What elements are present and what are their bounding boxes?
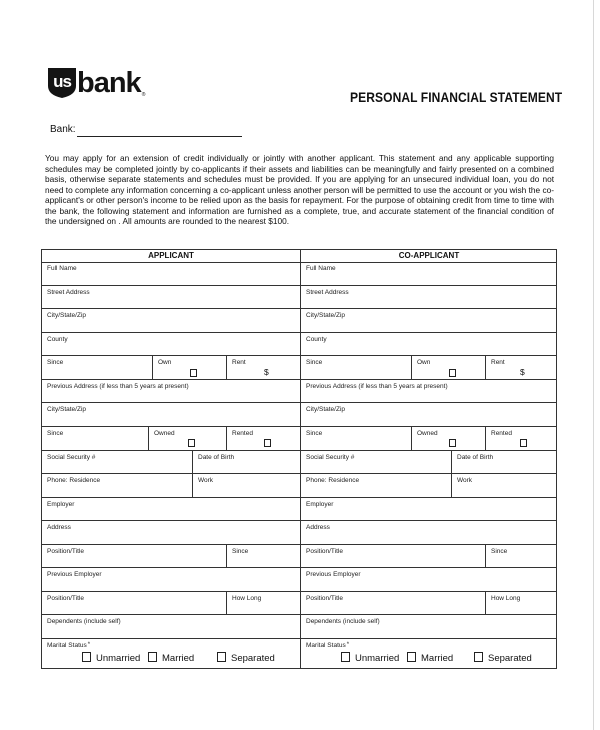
own-cell xyxy=(152,356,226,379)
dob-cell[interactable] xyxy=(192,451,300,473)
applicant-residence-row xyxy=(42,356,300,380)
owned-checkbox[interactable] xyxy=(188,439,195,447)
applicant-prev-position-row xyxy=(42,592,300,615)
how-long-label: How Long xyxy=(232,595,262,602)
separated-label: Separated xyxy=(488,653,532,664)
previous-address-label: Previous Address (if less than 5 years at present) xyxy=(47,383,189,390)
rented-cell xyxy=(485,427,557,450)
co-prev-residence-row xyxy=(301,427,557,451)
how-long-cell[interactable] xyxy=(485,592,557,614)
applicant-phone-row xyxy=(42,474,300,498)
co-applicant-column xyxy=(300,250,557,668)
applicant-position-row xyxy=(42,545,300,568)
ssn-label: Social Security # xyxy=(47,454,96,461)
phone-residence-label: Phone: Residence xyxy=(47,477,101,484)
previous-employer-label: Previous Employer xyxy=(47,571,102,578)
co-position-row xyxy=(301,545,557,568)
co-prev-city-row[interactable] xyxy=(301,403,557,427)
unmarried-label: Unmarried xyxy=(96,653,141,664)
applicant-prev-residence-row xyxy=(42,427,300,451)
rented-cell xyxy=(226,427,300,450)
position-title-label: Position/Title xyxy=(47,595,84,602)
co-residence-row xyxy=(301,356,557,380)
shield-icon xyxy=(47,66,77,98)
city-state-zip-label: City/State/Zip xyxy=(306,312,346,319)
since-label: Since xyxy=(306,359,323,366)
rented-label: Rented xyxy=(232,430,253,437)
position-title-label: Position/Title xyxy=(47,548,84,555)
co-street-row[interactable] xyxy=(301,286,557,309)
co-employer-row[interactable] xyxy=(301,498,557,521)
full-name-label: Full Name xyxy=(47,265,77,272)
applicant-full-name-row[interactable] xyxy=(42,262,300,286)
applicant-previous-employer-row[interactable] xyxy=(42,568,300,592)
applicant-ssn-row xyxy=(42,451,300,474)
work-phone-cell[interactable] xyxy=(192,474,300,497)
city-state-zip-label: City/State/Zip xyxy=(306,406,346,413)
employer-label: Employer xyxy=(47,501,75,508)
co-full-name-row[interactable] xyxy=(301,262,557,286)
co-previous-address-row[interactable] xyxy=(301,380,557,403)
county-label: County xyxy=(306,336,327,343)
how-long-cell[interactable] xyxy=(226,592,300,614)
how-long-label: How Long xyxy=(491,595,521,602)
rent-cell[interactable] xyxy=(226,356,300,379)
page-edge xyxy=(593,0,594,730)
dependents-label: Dependents (include self) xyxy=(306,618,380,625)
co-marital-row xyxy=(301,639,557,668)
separated-checkbox[interactable] xyxy=(474,652,483,662)
co-phone-row xyxy=(301,474,557,498)
co-employer-address-row[interactable] xyxy=(301,521,557,545)
city-state-zip-label: City/State/Zip xyxy=(47,312,87,319)
co-prev-position-row xyxy=(301,592,557,615)
since-label: Since xyxy=(232,548,249,555)
work-label: Work xyxy=(457,477,473,484)
married-label: Married xyxy=(421,653,454,664)
full-name-label: Full Name xyxy=(306,265,336,272)
page-title: PERSONAL FINANCIAL STATEMENT xyxy=(350,89,563,105)
co-ssn-row xyxy=(301,451,557,474)
logo-us-text: us xyxy=(53,72,71,91)
applicant-city-row[interactable] xyxy=(42,309,300,333)
unmarried-checkbox[interactable] xyxy=(341,652,350,662)
work-label: Work xyxy=(198,477,214,484)
own-label: Own xyxy=(417,359,431,366)
co-applicant-header: CO-APPLICANT xyxy=(301,250,557,263)
dob-label: Date of Birth xyxy=(198,454,235,461)
phone-residence-cell[interactable] xyxy=(301,474,451,497)
work-phone-cell[interactable] xyxy=(451,474,557,497)
unmarried-label: Unmarried xyxy=(355,653,400,664)
unmarried-checkbox[interactable] xyxy=(82,652,91,662)
applicant-previous-address-row[interactable] xyxy=(42,380,300,403)
married-checkbox[interactable] xyxy=(148,652,157,662)
logo-trademark: ® xyxy=(141,92,146,98)
rented-checkbox[interactable] xyxy=(520,439,527,447)
married-checkbox[interactable] xyxy=(407,652,416,662)
rent-dollar-sign: $ xyxy=(520,367,525,377)
rent-dollar-sign: $ xyxy=(264,367,269,377)
owned-cell xyxy=(148,427,226,450)
applicant-column xyxy=(42,250,300,668)
applicant-street-row[interactable] xyxy=(42,286,300,309)
since-cell[interactable] xyxy=(485,545,557,567)
co-previous-employer-row[interactable] xyxy=(301,568,557,592)
position-cell[interactable] xyxy=(42,592,226,614)
phone-residence-cell[interactable] xyxy=(42,474,192,497)
rented-label: Rented xyxy=(491,430,512,437)
position-cell[interactable] xyxy=(42,545,226,567)
co-county-row[interactable] xyxy=(301,333,557,356)
address-label: Address xyxy=(306,524,330,531)
own-checkbox[interactable] xyxy=(449,369,456,377)
phone-residence-label: Phone: Residence xyxy=(306,477,360,484)
street-address-label: Street Address xyxy=(47,289,90,296)
dependents-label: Dependents (include self) xyxy=(47,618,121,625)
owned-checkbox[interactable] xyxy=(449,439,456,447)
position-title-label: Position/Title xyxy=(306,548,343,555)
county-label: County xyxy=(47,336,68,343)
applicant-marital-row xyxy=(42,639,300,668)
usbank-logo xyxy=(47,64,145,98)
co-city-row[interactable] xyxy=(301,309,557,333)
street-address-label: Street Address xyxy=(306,289,349,296)
ssn-cell[interactable] xyxy=(42,451,192,473)
dob-cell[interactable] xyxy=(451,451,557,473)
since-cell[interactable] xyxy=(301,427,411,450)
applicant-county-row[interactable] xyxy=(42,333,300,356)
separated-label: Separated xyxy=(231,653,275,664)
address-label: Address xyxy=(47,524,71,531)
applicant-dependents-row[interactable] xyxy=(42,615,300,639)
position-cell[interactable] xyxy=(301,592,485,614)
city-state-zip-label: City/State/Zip xyxy=(47,406,87,413)
applicant-form-table xyxy=(41,249,557,669)
owned-cell xyxy=(411,427,485,450)
since-label: Since xyxy=(47,430,64,437)
since-cell[interactable] xyxy=(42,427,148,450)
rent-label: Rent xyxy=(232,359,246,366)
intro-paragraph: You may apply for an extension of credit individually or jointly with another applicant. This statement and any applicable supporting schedules may be completed jointly by co-applicants if their assets and liabilities can be meaningfully and fairly presented on a combined basis, otherwise separate statements and schedules must be provided. If you are applying for an unsecured individual loan, you do not need to complete any information concerning a co-applicant unless another person will be permitted to use the account or you wish the co-applicant's or other person's income to be relied upon as the basis for repayment. For the purpose of obtaining credit from time to time with the bank, the following statement and information are furnished as a complete, true, and accurate statement of the financial condition of the undersigned on . All amounts are rounded to the nearest $100. xyxy=(45,153,554,226)
married-label: Married xyxy=(162,653,195,664)
marital-status-label: Marital Status* xyxy=(47,642,91,649)
since-label: Since xyxy=(306,430,323,437)
since-cell[interactable] xyxy=(42,356,152,379)
own-checkbox[interactable] xyxy=(190,369,197,377)
ssn-label: Social Security # xyxy=(306,454,355,461)
ssn-cell[interactable] xyxy=(301,451,451,473)
rented-checkbox[interactable] xyxy=(264,439,271,447)
bank-label: Bank: xyxy=(50,124,76,135)
applicant-header: APPLICANT xyxy=(42,250,300,263)
marital-status-label: Marital Status* xyxy=(306,642,350,649)
owned-label: Owned xyxy=(154,430,175,437)
own-cell xyxy=(411,356,485,379)
applicant-employer-row[interactable] xyxy=(42,498,300,521)
applicant-prev-city-row[interactable] xyxy=(42,403,300,427)
rent-label: Rent xyxy=(491,359,505,366)
separated-checkbox[interactable] xyxy=(217,652,226,662)
position-title-label: Position/Title xyxy=(306,595,343,602)
logo-bank-text: bank xyxy=(77,67,141,99)
rent-cell[interactable] xyxy=(485,356,557,379)
position-cell[interactable] xyxy=(301,545,485,567)
since-cell[interactable] xyxy=(226,545,300,567)
bank-input-line[interactable] xyxy=(77,136,242,137)
previous-employer-label: Previous Employer xyxy=(306,571,361,578)
owned-label: Owned xyxy=(417,430,438,437)
since-cell[interactable] xyxy=(301,356,411,379)
dob-label: Date of Birth xyxy=(457,454,494,461)
co-dependents-row[interactable] xyxy=(301,615,557,639)
since-label: Since xyxy=(47,359,64,366)
applicant-employer-address-row[interactable] xyxy=(42,521,300,545)
previous-address-label: Previous Address (if less than 5 years at present) xyxy=(306,383,448,390)
employer-label: Employer xyxy=(306,501,334,508)
since-label: Since xyxy=(491,548,508,555)
own-label: Own xyxy=(158,359,172,366)
